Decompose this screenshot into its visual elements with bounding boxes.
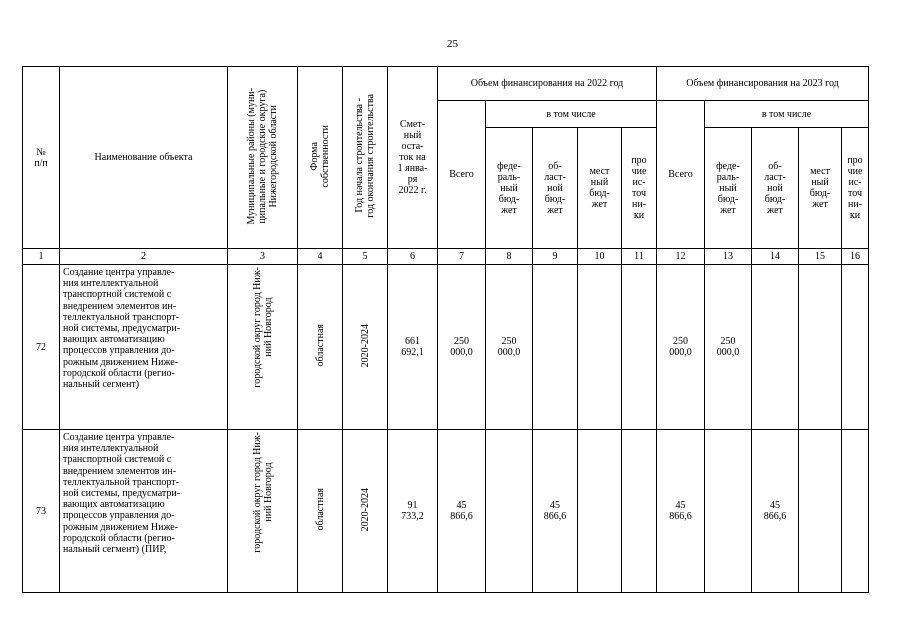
table-row <box>23 265 869 430</box>
ownership-cell: областная <box>298 265 343 430</box>
other-2023-cell <box>842 430 869 593</box>
col-number: 13 <box>705 249 752 265</box>
object-name: Создание центра управле- ния интеллектуальной транспортной системой с внедрением элементов ин- теллектуальной транспорт- ной системы, предусматри- вающих автоматизацию процессов управления до- рожным движением Ниже- городской области (регио- нальный сегмент) (ПИР, <box>60 430 228 593</box>
header-total-2022: Всего <box>438 101 486 249</box>
col-number: 3 <box>228 249 298 265</box>
col-number: 1 <box>23 249 60 265</box>
total-2022-cell: 45 866,6 <box>438 430 486 593</box>
local-2022-cell <box>578 430 622 593</box>
regional-2022-cell: 45 866,6 <box>533 430 578 593</box>
financing-table <box>22 66 869 593</box>
column-number-row <box>23 249 869 265</box>
total-2022-cell: 250 000,0 <box>438 265 486 430</box>
col-number: 10 <box>578 249 622 265</box>
col-number: 15 <box>799 249 842 265</box>
district-cell: городской округ город Ниж- ний Новгород <box>228 265 298 430</box>
header-regional-2023: об- ласт- ной бюд- жет <box>752 128 799 249</box>
page-number: 25 <box>447 38 458 50</box>
header-regional-2022: об- ласт- ной бюд- жет <box>533 128 578 249</box>
header-total-2023: Всего <box>657 101 705 249</box>
years-cell: 2020-2024 <box>343 265 388 430</box>
table-row <box>23 430 869 593</box>
header-ownership: Форма собственности <box>298 67 343 249</box>
object-name: Создание центра управле- ния интеллектуальной транспортной системой с внедрением элементов ин- теллектуальной транспорт- ной системы, предусматри- вающих автоматизацию процессов управления до- рожным движением Ниже- городской области (регио- нальный сегмент) <box>60 265 228 430</box>
regional-2023-cell <box>752 265 799 430</box>
col-number: 2 <box>60 249 228 265</box>
federal-2022-cell <box>486 430 533 593</box>
header-other-2023: про чие ис- точ ни- ки <box>842 128 869 249</box>
col-number: 11 <box>622 249 657 265</box>
regional-2022-cell <box>533 265 578 430</box>
col-number: 14 <box>752 249 799 265</box>
regional-2023-cell: 45 866,6 <box>752 430 799 593</box>
other-2023-cell <box>842 265 869 430</box>
header-years: Год начала строительства - год окончания строительства <box>343 67 388 249</box>
district-cell: городской округ город Ниж- ний Новгород <box>228 430 298 593</box>
col-number: 4 <box>298 249 343 265</box>
ownership-cell: областная <box>298 430 343 593</box>
federal-2023-cell: 250 000,0 <box>705 265 752 430</box>
col-number: 5 <box>343 249 388 265</box>
header-incl-2022: в том числе <box>486 101 657 128</box>
years-cell: 2020-2024 <box>343 430 388 593</box>
local-2023-cell <box>799 430 842 593</box>
header-federal-2022: феде- раль- ный бюд- жет <box>486 128 533 249</box>
federal-2023-cell <box>705 430 752 593</box>
header-other-2022: про чие ис- точ ни- ки <box>622 128 657 249</box>
header-district: Муниципальные районы (муни- ципальные и городские округа) Нижегородской области <box>228 67 298 249</box>
header-num: № п/п <box>23 67 60 249</box>
header-name: Наименование объекта <box>60 67 228 249</box>
header-local-2023: мест ный бюд- жет <box>799 128 842 249</box>
col-number: 9 <box>533 249 578 265</box>
estimate-cell: 661 692,1 <box>388 265 438 430</box>
local-2022-cell <box>578 265 622 430</box>
header-fin2023: Объем финансирования на 2023 год <box>657 67 869 101</box>
row-number: 72 <box>23 265 60 430</box>
header-fin2022: Объем финансирования на 2022 год <box>438 67 657 101</box>
estimate-cell: 91 733,2 <box>388 430 438 593</box>
header-incl-2023: в том числе <box>705 101 869 128</box>
header-federal-2023: феде- раль- ный бюд- жет <box>705 128 752 249</box>
total-2023-cell: 250 000,0 <box>657 265 705 430</box>
total-2023-cell: 45 866,6 <box>657 430 705 593</box>
col-number: 12 <box>657 249 705 265</box>
col-number: 8 <box>486 249 533 265</box>
col-number: 7 <box>438 249 486 265</box>
local-2023-cell <box>799 265 842 430</box>
other-2022-cell <box>622 430 657 593</box>
other-2022-cell <box>622 265 657 430</box>
row-number: 73 <box>23 430 60 593</box>
col-number: 16 <box>842 249 869 265</box>
col-number: 6 <box>388 249 438 265</box>
federal-2022-cell: 250 000,0 <box>486 265 533 430</box>
header-local-2022: мест ный бюд- жет <box>578 128 622 249</box>
header-estimate: Смет- ный оста- ток на 1 янва- ря 2022 г. <box>388 67 438 249</box>
